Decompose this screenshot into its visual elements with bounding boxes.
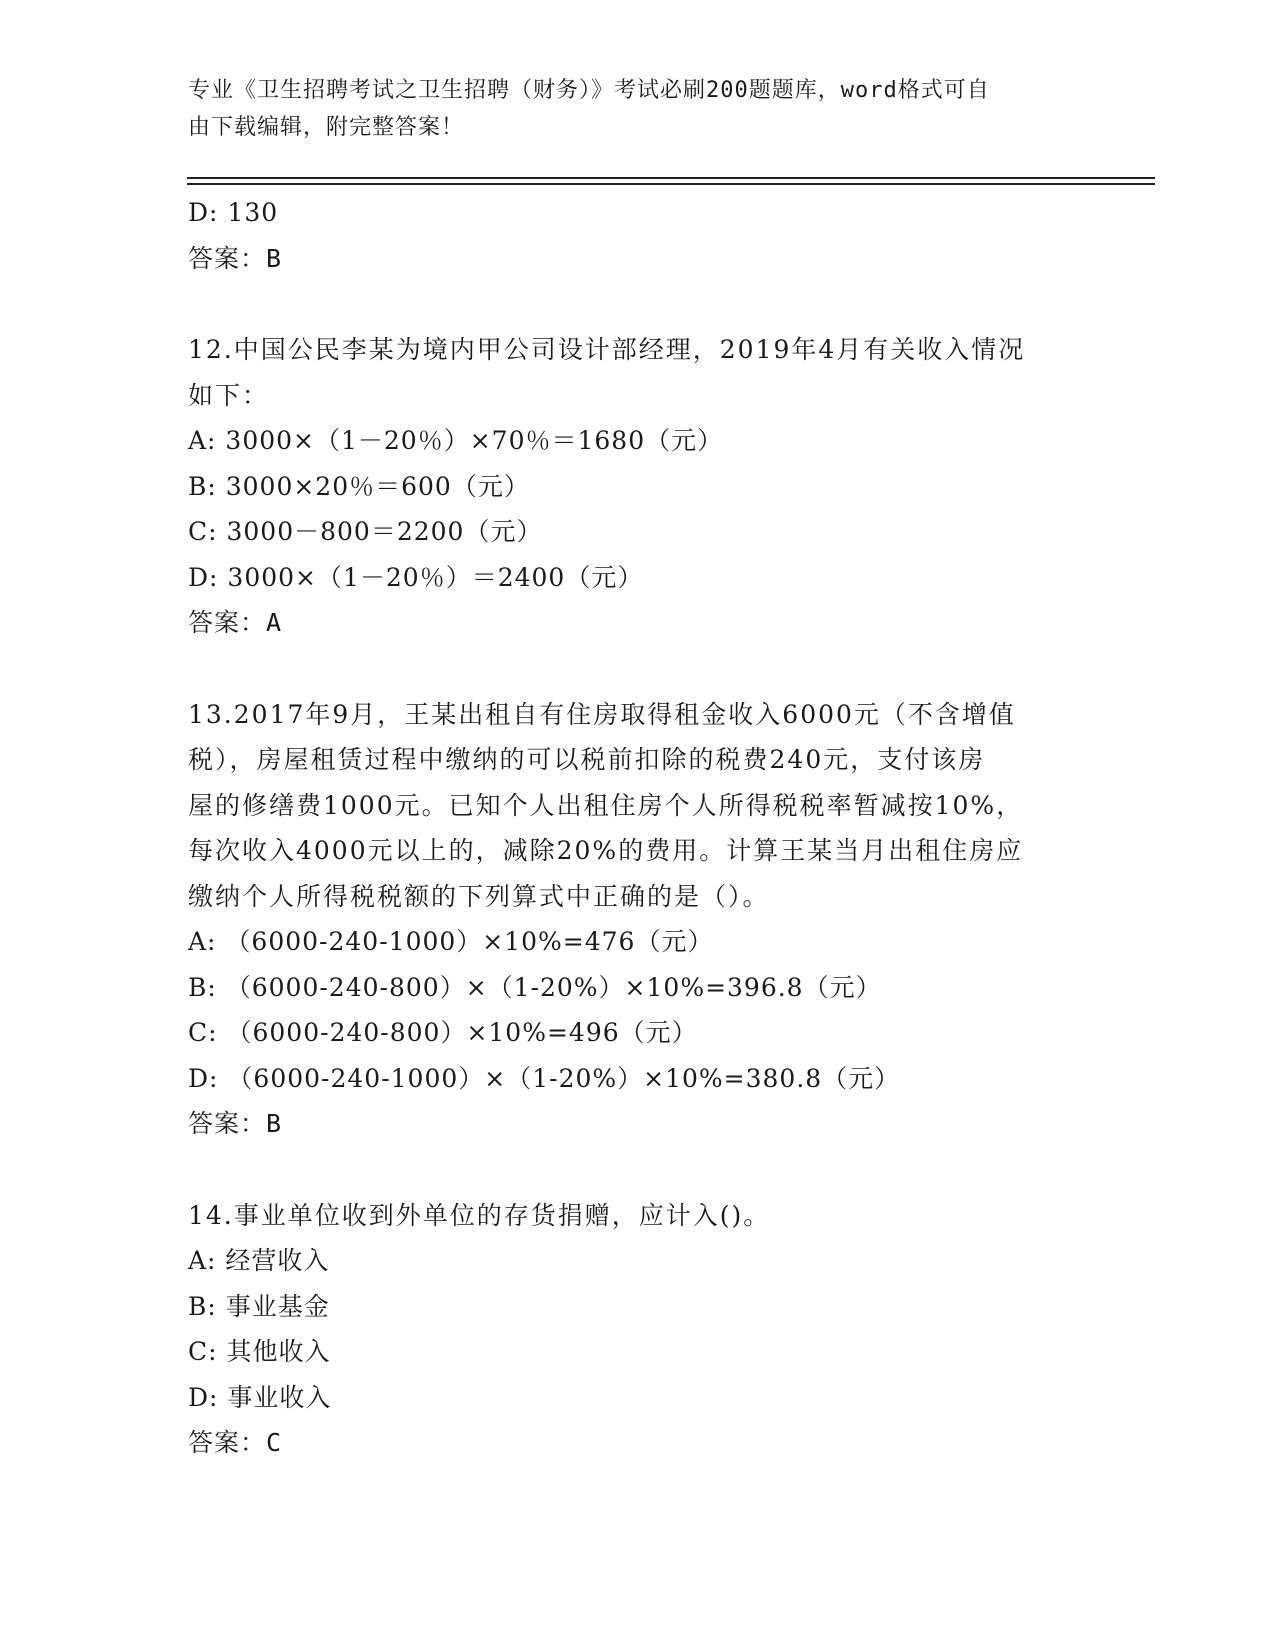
- question-stem-line: 每次收入4000元以上的，减除20%的费用。计算王某当月出租住房应: [188, 836, 1024, 865]
- question-stem-line: 税），房屋租赁过程中缴纳的可以税前扣除的税费240元，支付该房: [188, 745, 986, 774]
- option-d: D: （6000-240-1000）×（1-20%）×10%=380.8（元）: [188, 1063, 901, 1093]
- question-14: [188, 1193, 1088, 1466]
- question-stem-line: 14.事业单位收到外单位的存货捐赠，应计入()。: [188, 1200, 771, 1230]
- option-a: A: （6000-240-1000）×10%=476（元）: [188, 927, 714, 956]
- option-d: D: 3000×（1－20％）＝2400（元）: [188, 562, 644, 592]
- answer-line: 答案：A: [188, 608, 283, 637]
- option-c: C: 其他收入: [188, 1337, 331, 1366]
- header-line-1: 专业《卫生招聘考试之卫生招聘（财务）》考试必刷200题题库，word格式可自: [188, 78, 990, 103]
- question-13: [188, 692, 1088, 1147]
- question-stem-line: 屋的修缮费1000元。已知个人出租住房个人所得税税率暂减按10%，: [188, 790, 1024, 820]
- answer-line: 答案：C: [188, 1428, 283, 1457]
- question-stem-line: 如下：: [188, 380, 270, 410]
- document-body: [188, 190, 1088, 1466]
- answer-line: 答案：B: [188, 1109, 283, 1138]
- header-divider-top: [187, 177, 1155, 179]
- question-12: [188, 327, 1088, 646]
- question-stem-line: 缴纳个人所得税税额的下列算式中正确的是（）。: [188, 881, 770, 911]
- header-line-2: 由下载编辑，附完整答案！: [188, 115, 465, 140]
- question-stem-line: 12.中国公民李某为境内甲公司设计部经理，2019年4月有关收入情况: [188, 335, 1026, 364]
- option-c: C: （6000-240-800）×10%=496（元）: [188, 1018, 698, 1047]
- question-stem-line: 13.2017年9月，王某出租自有住房取得租金收入6000元（不含增值: [188, 699, 1016, 729]
- option-d: D: 事业收入: [188, 1382, 332, 1412]
- option-b: B: 事业基金: [188, 1291, 330, 1321]
- option-b: B: （6000-240-800）×（1-20%）×10%=396.8（元）: [188, 972, 882, 1002]
- document-header: [188, 72, 1088, 146]
- option-c: C: 3000－800＝2200（元）: [188, 517, 543, 546]
- option-a: A: 经营收入: [188, 1246, 330, 1275]
- option-a: A: 3000×（1－20％）×70％＝1680（元）: [188, 426, 724, 455]
- answer-line: 答案：B: [188, 243, 283, 273]
- option-b: B: 3000×20％＝600（元）: [188, 471, 530, 501]
- option-d: D: 130: [188, 198, 279, 227]
- header-divider-bottom: [187, 183, 1155, 185]
